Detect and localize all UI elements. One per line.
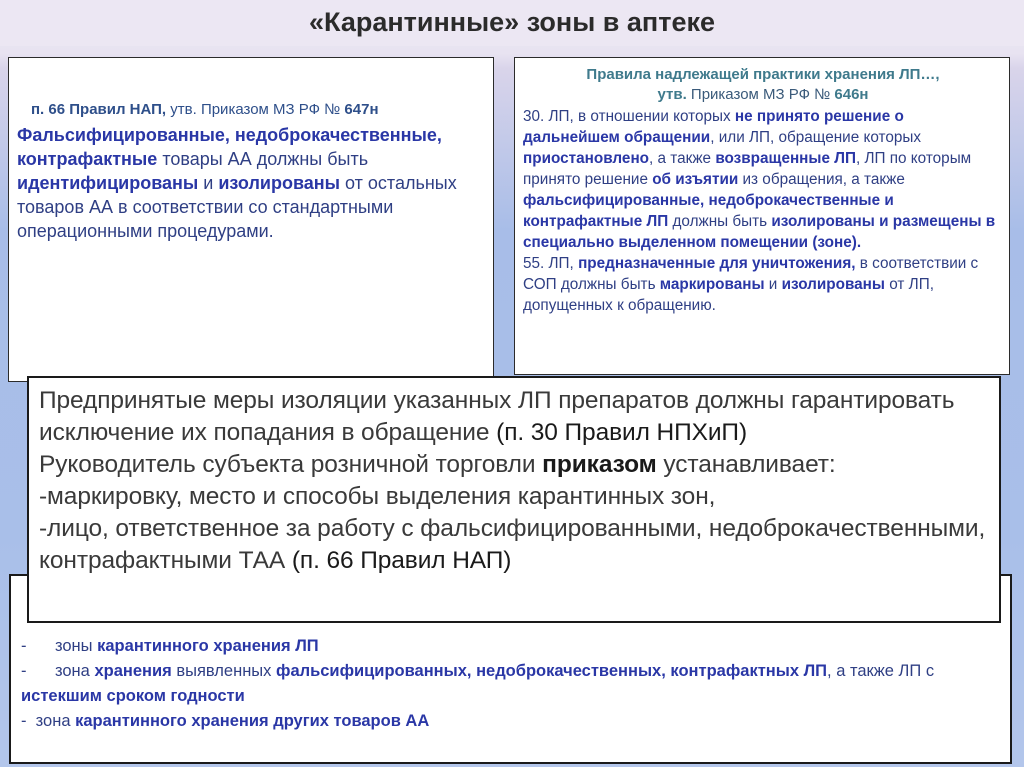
rule-reference: (п. 30 Правил НПХиП)	[496, 419, 748, 446]
text-normal: Предпринятые меры изоляции указанных ЛП препаратов должны гарантировать исключение их попадания в обращение	[39, 387, 955, 446]
text-bold: идентифицированы	[17, 173, 199, 193]
text-bold: возвращенные ЛП	[715, 150, 856, 167]
text-normal: должны быть	[668, 213, 772, 230]
text-bold: Фальсифицированные, недоброкачественные, контрафактные	[17, 125, 442, 169]
text-bold: хранения	[94, 662, 172, 680]
text-bold: приказом	[542, 451, 657, 478]
isolation-measures-box	[27, 376, 1001, 623]
text-normal: -маркировку, место и способы выделения карантинных зон,	[39, 483, 716, 510]
text-normal: , а также	[649, 150, 716, 167]
text-bold: карантинного хранения других товаров АА	[75, 712, 430, 730]
text-normal: из обращения, а также	[738, 171, 905, 188]
header-order-line	[523, 85, 1003, 105]
text-normal: зоны	[55, 637, 98, 655]
text-bold: приостановлено	[523, 150, 650, 167]
text-bold: предназначенные для уничтожения,	[578, 255, 856, 272]
isolation-measures-text	[39, 385, 989, 577]
text-normal: -лицо, ответственное за работу с фальсифицированными, недоброкачественными, контрафактными ТАА	[39, 515, 986, 574]
list-item	[21, 709, 1000, 734]
text-normal: товары АА должны быть	[157, 149, 369, 169]
ref-rule: п. 66 Правил НАП,	[31, 101, 167, 118]
list-item	[21, 634, 1000, 659]
text-normal: и	[198, 173, 219, 193]
nap-rule-box	[8, 57, 494, 382]
text-normal: от ЛП, допущенных к обращению.	[523, 276, 934, 314]
storage-rules-text	[523, 106, 1003, 316]
text-normal: , ЛП по которым принято решение	[523, 150, 972, 188]
text-normal: и	[764, 276, 782, 293]
ref-order: Приказом МЗ РФ №	[200, 101, 341, 118]
list-dash: -	[21, 662, 27, 680]
text-normal: , или ЛП, обращение которых	[710, 129, 921, 146]
text-normal: от остальных товаров АА в соответствии со стандартными операционными процедурами.	[17, 173, 457, 241]
text-normal: выявленных	[171, 662, 277, 680]
text-bold: об изъятии	[652, 171, 739, 188]
text-normal: устанавливает:	[656, 451, 836, 478]
text-bold: изолированы	[781, 276, 885, 293]
text-normal: Руководитель субъекта розничной торговли	[39, 451, 543, 478]
text-normal: 30. ЛП, в отношении которых	[523, 108, 735, 125]
text-normal: в соответствии с СОП должны быть	[523, 255, 979, 293]
text-normal: 55. ЛП,	[523, 255, 579, 272]
text-bold: истекшим сроком годности	[21, 687, 245, 705]
rule-reference: (п. 66 Правил НАП)	[291, 547, 512, 574]
header-approved: утв.	[657, 86, 687, 103]
text-bold: маркированы	[659, 276, 765, 293]
ref-order-number: 647н	[340, 101, 379, 118]
text-normal: зона	[55, 662, 95, 680]
text-normal: , а также ЛП с	[827, 662, 935, 680]
header-order: Приказом МЗ РФ №	[686, 86, 835, 103]
text-bold: фальсифицированных, недоброкачественных, контрафактных ЛП	[276, 662, 828, 680]
storage-rules-box	[514, 57, 1010, 375]
nap-rule-text	[17, 123, 487, 243]
text-bold: фальсифицированные, недоброкачественные и контрафактные ЛП	[523, 192, 894, 230]
nap-rule-reference	[17, 100, 487, 119]
slide-title: «Карантинные» зоны в аптеке	[309, 7, 715, 37]
text-normal: зона	[35, 712, 76, 730]
storage-rules-header	[523, 65, 1003, 105]
header-line: Правила надлежащей практики хранения ЛП…,	[586, 66, 940, 83]
list-item	[21, 659, 1000, 709]
text-bold: не принято решение о дальнейшем обращении	[523, 108, 904, 146]
ref-approved: утв.	[166, 101, 201, 118]
text-bold: карантинного хранения ЛП	[97, 637, 319, 655]
quarantine-zones-list	[21, 634, 1000, 734]
text-bold: изолированы и размещены в специально выделенном помещении (зоне).	[523, 213, 996, 251]
text-bold: изолированы	[218, 173, 341, 193]
list-dash: -	[21, 712, 27, 730]
header-order-number: 646н	[834, 86, 869, 103]
list-dash: -	[21, 637, 27, 655]
